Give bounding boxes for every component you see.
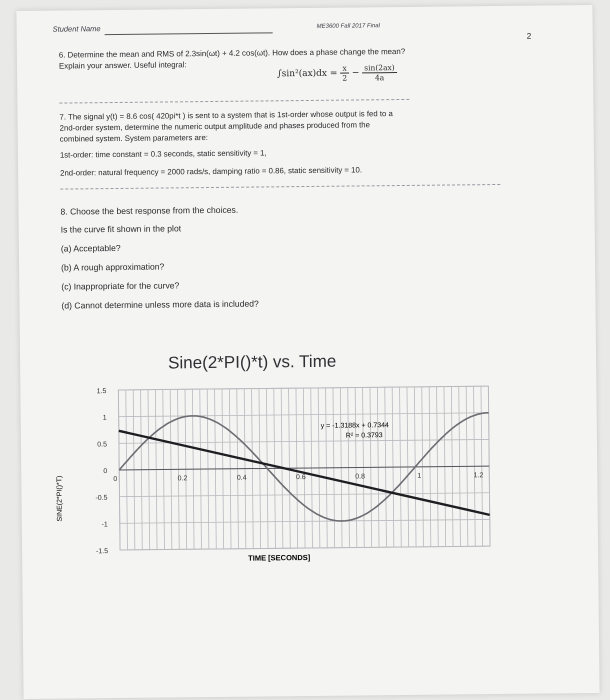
- minus-sign: −: [351, 68, 360, 79]
- q7-line1: 7. The signal y(t) = 8.6 cos( 420pi*t ) is sent to a system that is 1st-order whose output is fed to a: [59, 109, 393, 122]
- x-tick-label: 0.4: [236, 474, 247, 482]
- chart-grid: [118, 386, 490, 550]
- y-tick-label: -1.5: [95, 548, 109, 556]
- q8-line2: Is the curve fit shown in the plot: [60, 223, 182, 235]
- x-tick-label: 0: [113, 476, 118, 484]
- integral-lhs: ∫sin²(ax)dx =: [277, 68, 338, 80]
- y-tick-label: 1: [102, 414, 107, 422]
- divider-2: [60, 184, 500, 190]
- exam-page: [16, 5, 599, 699]
- y-tick-label: -1: [101, 521, 108, 529]
- fit-r-squared: R² = 0.3793: [345, 432, 383, 440]
- chart-title: Sine(2*PI()*t) vs. Time: [168, 351, 337, 373]
- x-axis-label: TIME [SECONDS]: [248, 552, 311, 563]
- divider-1: [59, 99, 409, 104]
- student-name-label: Student Name: [52, 24, 101, 34]
- q7-line4: 1st-order: time constant = 0.3 seconds, static sensitivity = 1,: [59, 148, 267, 160]
- y-tick-label: -0.5: [95, 494, 108, 502]
- x-tick-label: 0.6: [296, 474, 306, 482]
- q7-line2: 2nd-order system, determine the numeric output amplitude and phases produced from the: [59, 120, 370, 133]
- y-tick-label: 0.5: [97, 441, 107, 449]
- q8-option-a: (a) Acceptable?: [60, 242, 121, 254]
- x-tick-label: 0.8: [355, 473, 366, 481]
- q8-line1: 8. Choose the best response from the choices.: [60, 204, 239, 217]
- frac-x-over-2: $\frac{x}{2}$: [340, 64, 349, 83]
- q6-line1: 6. Determine the mean and RMS of 2.3sin(ωt) + 4.2 cos(ωt). How does a phase change the mean?: [58, 46, 406, 60]
- frac-sin2ax-over-4a: $\frac{\sin(2ax)}{4a}$: [362, 63, 397, 82]
- y-tick-labels: [94, 388, 108, 555]
- student-name-line: [105, 32, 273, 35]
- q6-line2: Explain your answer. Useful integral:: [58, 60, 187, 71]
- x-tick-label: 1.2: [473, 472, 484, 480]
- x-tick-label: 0.2: [177, 475, 188, 483]
- y-tick-label: 0: [103, 468, 108, 476]
- useful-integral: [277, 63, 397, 83]
- q8-option-b: (b) A rough approximation?: [61, 261, 165, 273]
- fit-equation: y = -1.3188x + 0.7344: [320, 422, 389, 430]
- q7-line3: combined system. System parameters are:: [59, 133, 208, 144]
- q7-line5: 2nd-order: natural frequency = 2000 rads/s, damping ratio = 0.86, static sensitivity = 10.: [60, 165, 363, 178]
- course-header: ME3600 Fall 2017 Final: [316, 23, 380, 30]
- chart: [20, 375, 599, 641]
- q8-option-d: (d) Cannot determine unless more data is included?: [61, 298, 259, 311]
- x-tick-labels: [113, 472, 483, 483]
- q8-option-c: (c) Inappropriate for the curve?: [61, 280, 180, 292]
- y-axis-label: SINE(2*PI()*T): [56, 475, 64, 522]
- page-number: 2: [526, 31, 532, 41]
- y-tick-label: 1.5: [96, 388, 107, 396]
- x-tick-label: 1: [417, 472, 422, 480]
